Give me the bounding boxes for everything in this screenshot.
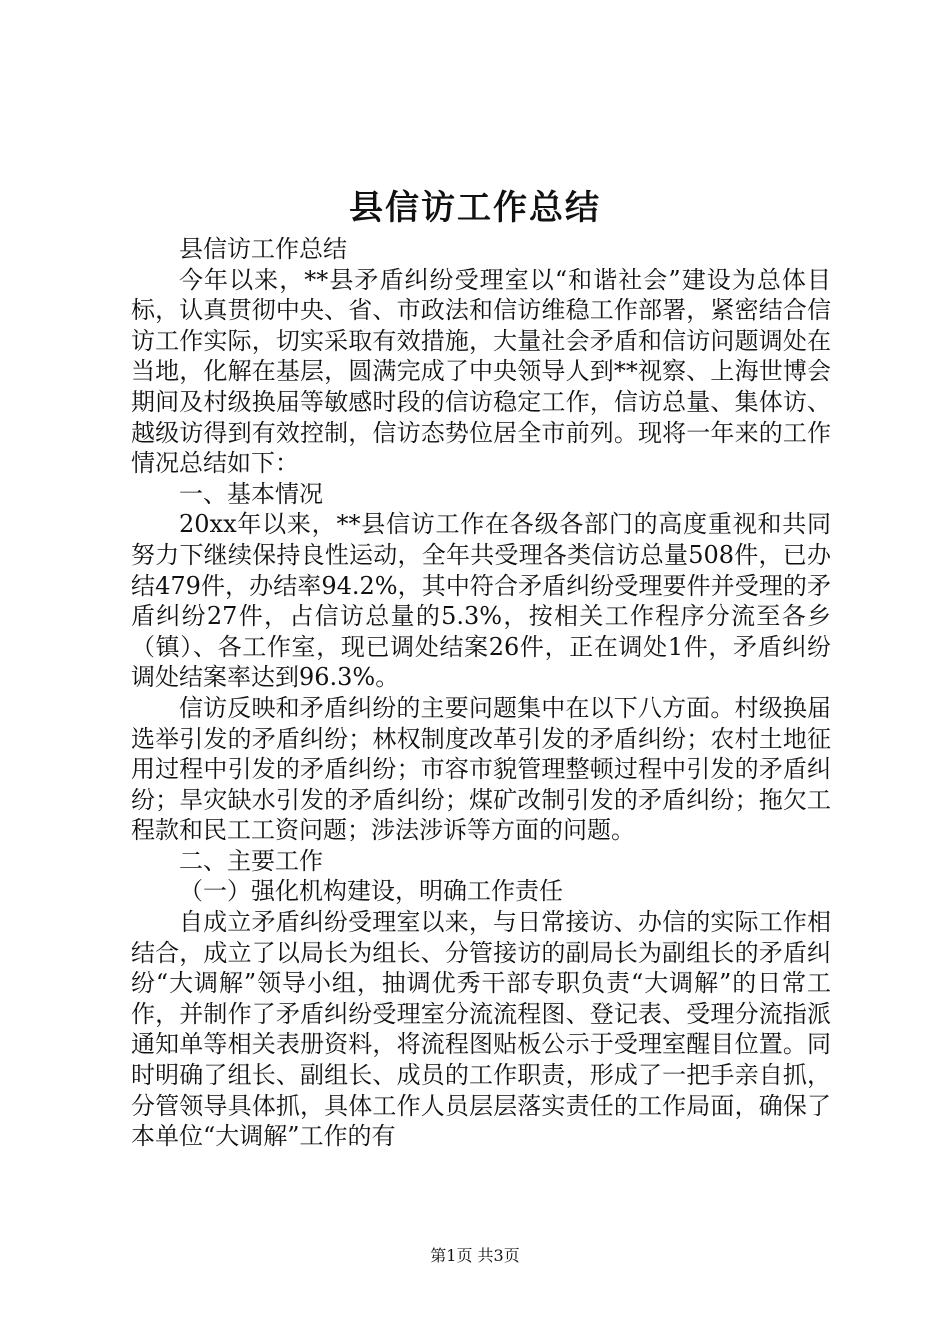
document-body xyxy=(131,234,831,1152)
basic-situation-paragraph: 20xx年以来，**县信访工作在各级各部门的高度重视和共同努力下继续保持良性运动，全年共受理各类信访总量508件，已办结479件，办结率94.2%，其中符合矛盾纠纷受理要件并受理的矛盾纠纷27件，占信访总量的5.3%，按相关工作程序分流至各乡（镇）、各工作室，现已调处结案26件，正在调处1件，矛盾纠纷调处结案率达到96.3%。 xyxy=(131,510,831,692)
organization-paragraph: 自成立矛盾纠纷受理室以来，与日常接访、办信的实际工作相结合，成立了以局长为组长、分管接访的副局长为副组长的矛盾纠纷“大调解”领导小组，抽调优秀干部专职负责“大调解”的日常工作，并制作了矛盾纠纷受理室分流流程图、登记表、受理分流指派通知单等相关表册资料，将流程图贴板公示于受理室醒目位置。同时明确了组长、副组长、成员的工作职责，形成了一把手亲自抓，分管领导具体抓，具体工作人员层层落实责任的工作局面，确保了本单位“大调解”工作的有 xyxy=(131,908,831,1151)
section-heading-main-work: 二、主要工作 xyxy=(179,846,323,875)
subtitle-paragraph: 县信访工作总结 xyxy=(179,235,347,263)
subsection-heading-1: （一）强化机构建设，明确工作责任 xyxy=(179,877,563,906)
intro-paragraph: 今年以来，**县矛盾纠纷受理室以“和谐社会”建设为总体目标，认真贯彻中央、省、市政法和信访维稳工作部署，紧密结合信访工作实际，切实采取有效措施，大量社会矛盾和信访问题调处在当地，化解在基层，圆满完成了中央领导人到**视察、上海世博会期间及村级换届等敏感时段的信访稳定工作，信访总量、集体访、越级访得到有效控制，信访态势位居全市前列。现将一年来的工作情况总结如下： xyxy=(131,265,831,478)
page-footer: 第1页 共3页 xyxy=(430,1246,520,1265)
section-heading-basic: 一、基本情况 xyxy=(179,479,323,508)
main-issues-paragraph: 信访反映和矛盾纠纷的主要问题集中在以下八方面。村级换届选举引发的矛盾纠纷；林权制度改革引发的矛盾纠纷；农村土地征用过程中引发的矛盾纠纷；市容市貌管理整顿过程中引发的矛盾纠纷；旱灾缺水引发的矛盾纠纷；煤矿改制引发的矛盾纠纷；拖欠工程款和民工工资问题；涉法涉诉等方面的问题。 xyxy=(131,693,831,845)
document-title: 县信访工作总结 xyxy=(349,188,601,228)
